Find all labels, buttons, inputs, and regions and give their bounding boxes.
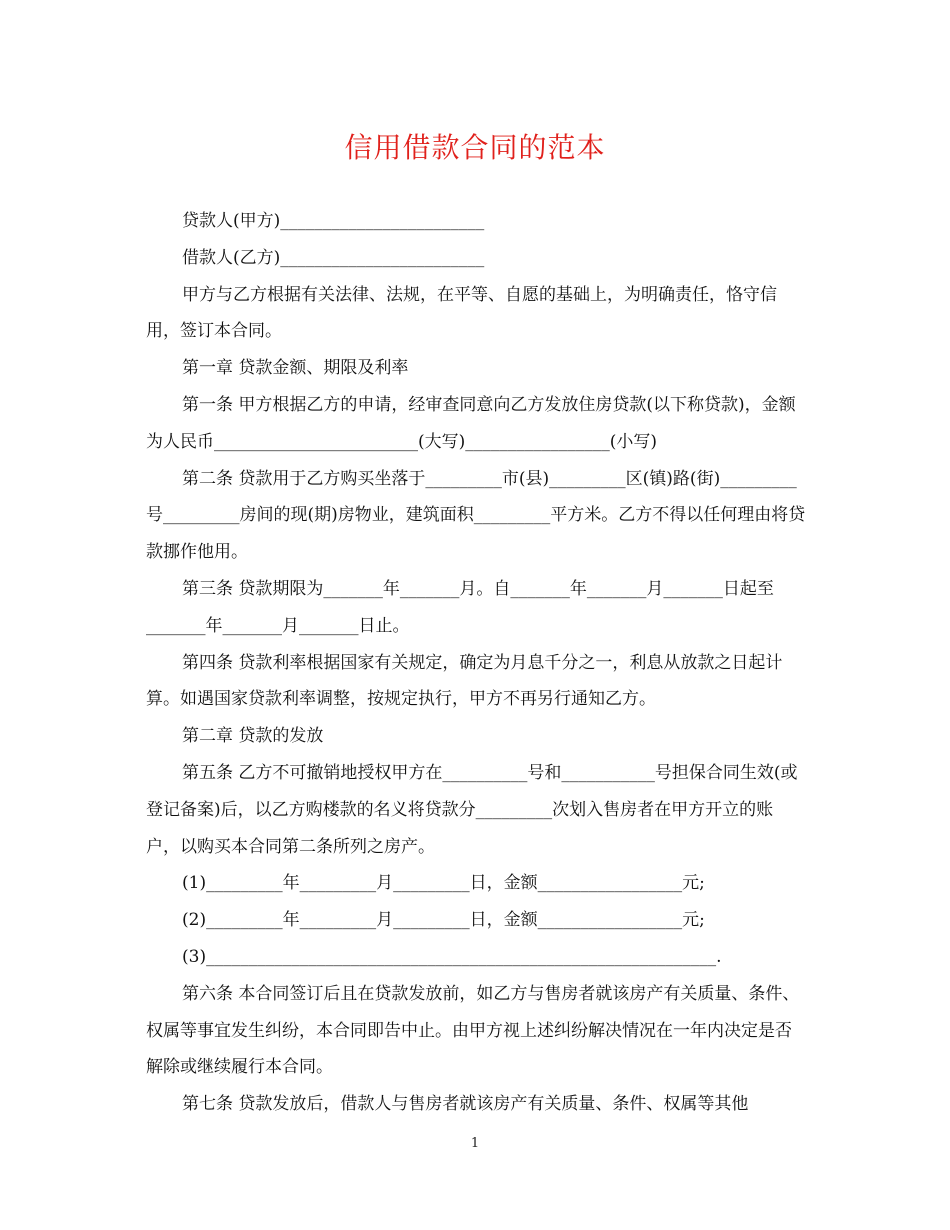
article-2-paragraph: 第二条 贷款用于乙方购买坐落于_________市(县)_________区(镇)路(街)_________号_________房间的现(期)房物业，建筑面积_________平方米。乙方不得以任何理由将贷款挪作他用。 bbox=[146, 468, 806, 563]
installment-2-line: (2)_________年_________月_________日，金额_________________元; bbox=[182, 910, 705, 931]
lender-line: 贷款人(甲方)________________________ bbox=[182, 211, 485, 231]
document-body bbox=[146, 203, 806, 1123]
article-6-paragraph: 第六条 本合同签订后且在贷款发放前，如乙方与售房者就该房产有关质量、条件、权属等事宜发生纠纷，本合同即告中止。由甲方视上述纠纷解决情况在一年内决定是否解除或继续履行本合同。 bbox=[146, 983, 800, 1078]
preamble-paragraph: 甲方与乙方根据有关法律、法规，在平等、自愿的基础上，为明确责任，恪守信用，签订本合同。 bbox=[146, 284, 777, 342]
chapter-2-heading: 第二章 贷款的发放 bbox=[182, 726, 324, 747]
document-title: 信用借款合同的范本 bbox=[344, 131, 606, 164]
borrower-line: 借款人(乙方)________________________ bbox=[182, 247, 485, 268]
article-4-paragraph: 第四条 贷款利率根据国家有关规定，确定为月息千分之一，利息从放款之日起计算。如遇国家贷款利率调整，按规定执行，甲方不再另行通知乙方。 bbox=[146, 652, 783, 710]
article-5-paragraph: 第五条 乙方不可撤销地授权甲方在__________号和___________号担保合同生效(或登记备案)后，以乙方购楼款的名义将贷款分_________次划入售房者在甲方开立的账户，以购买本合同第二条所列之房产。 bbox=[146, 762, 798, 857]
article-7-paragraph: 第七条 贷款发放后，借款人与售房者就该房产有关质量、条件、权属等其他 bbox=[182, 1094, 749, 1115]
article-3-paragraph: 第三条 贷款期限为_______年_______月。自_______年_______月_______日起至_______年_______月_______日止。 bbox=[146, 578, 774, 636]
chapter-1-heading: 第一章 贷款金额、期限及利率 bbox=[182, 358, 409, 379]
page-number: 1 bbox=[470, 1136, 480, 1151]
article-1-paragraph: 第一条 甲方根据乙方的申请，经审查同意向乙方发放住房贷款(以下称贷款)，金额为人民币________________________(大写)_________________(小写) bbox=[146, 394, 796, 452]
installment-3-line: (3)____________________________________________________________. bbox=[182, 946, 722, 967]
installment-1-line: (1)_________年_________月_________日，金额_________________元; bbox=[182, 873, 705, 894]
